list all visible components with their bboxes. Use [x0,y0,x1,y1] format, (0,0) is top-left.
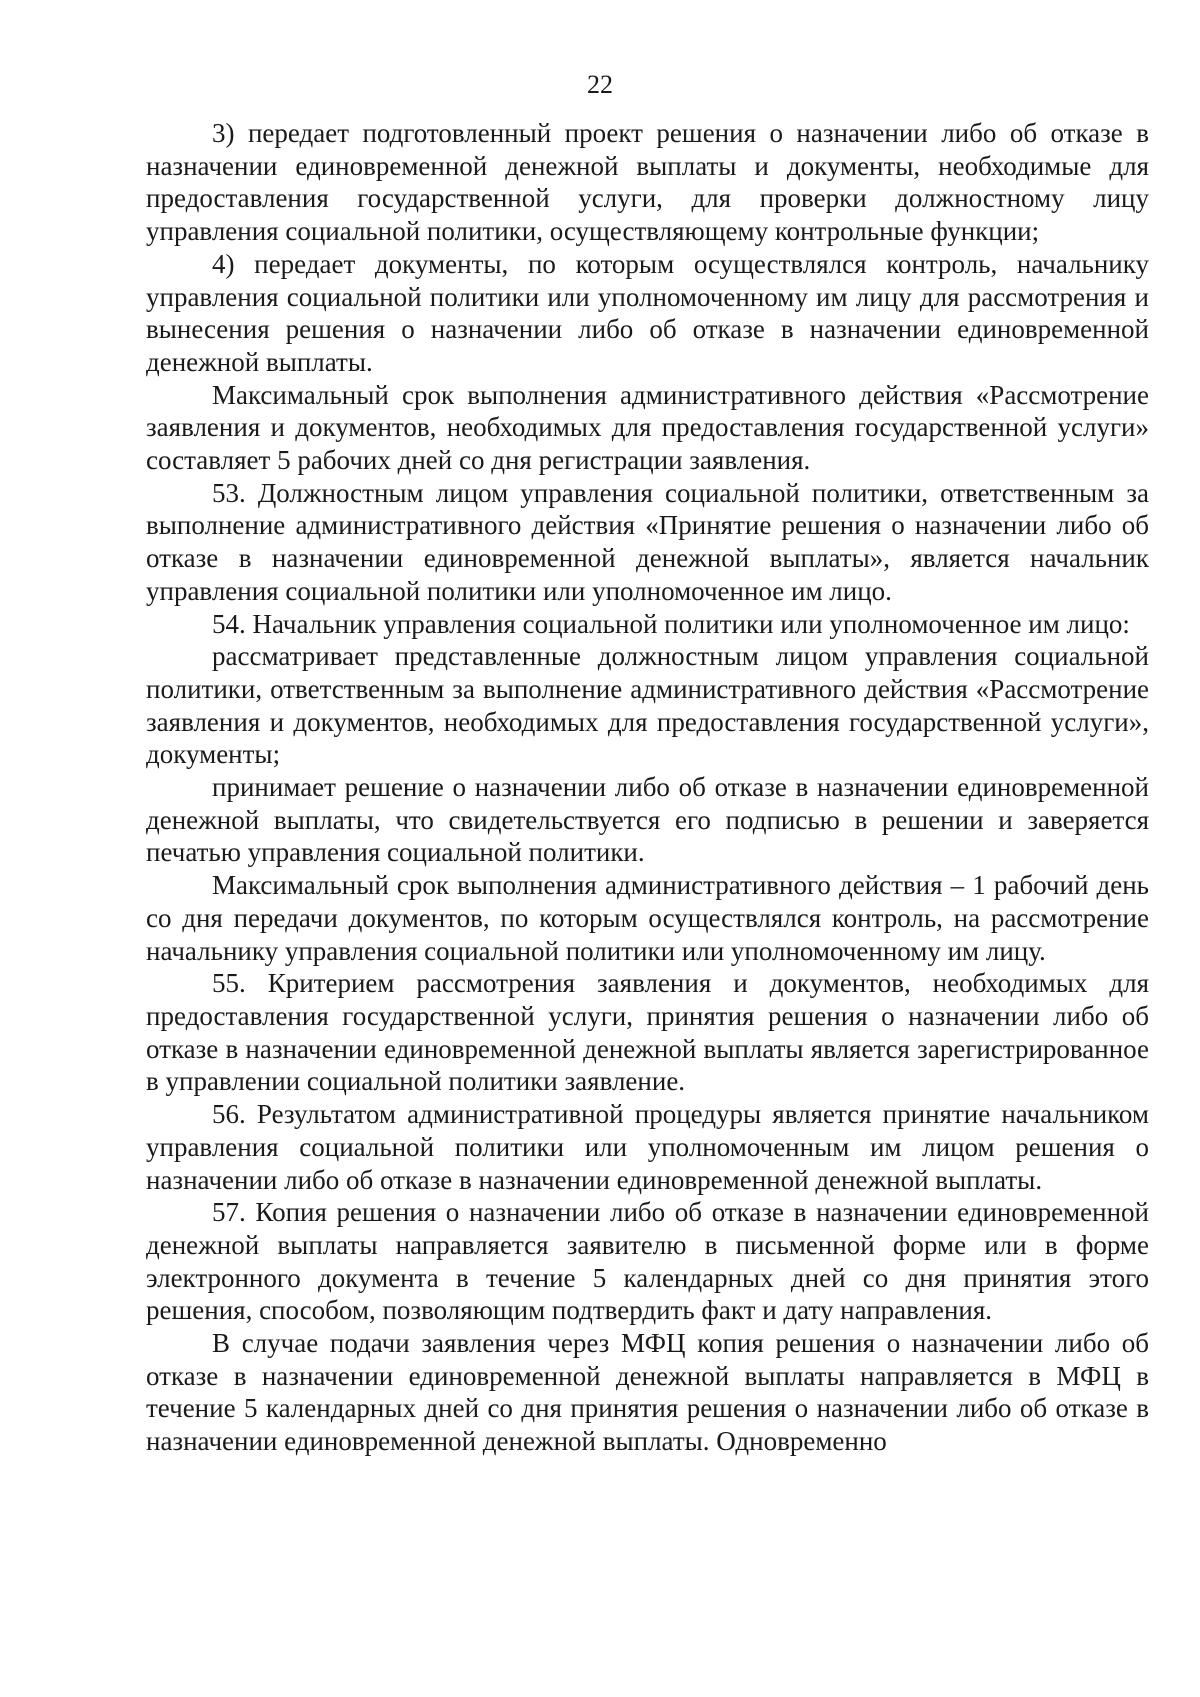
paragraph-54-reviews: рассматривает представленные должностным лицом управления социальной политики, ответственным за выполнение административного действия «Рассмотрение заявления и документов, необходимых для предоставления государственной услуги», документы; [146,641,1149,770]
paragraph-item-3: 3) передает подготовленный проект решения о назначении либо об отказе в назначении единовременной денежной выплаты и документы, необходимые для предоставления государственной услуги, для проверки должностному лицу управления социальной политики, осуществляющему контрольные функции; [146,118,1149,247]
paragraph-53: 53. Должностным лицом управления социальной политики, ответственным за выполнение административного действия «Принятие решения о назначении либо об отказе в назначении единовременной денежной выплаты», является начальник управления социальной политики или уполномоченное им лицо. [146,477,1149,606]
document-body [146,117,1149,1458]
paragraph-54-decides: принимает решение о назначении либо об отказе в назначении единовременной денежной выплаты, что свидетельствуется его подписью в решении и заверяется печатью управления социальной политики. [146,772,1149,868]
paragraph-max-term-decision: Максимальный срок выполнения административного действия – 1 рабочий день со дня передачи документов, по которым осуществлялся контроль, на рассмотрение начальнику управления социальной политики или уполномоченному им лицу. [146,870,1149,966]
paragraph-mfc: В случае подачи заявления через МФЦ копия решения о назначении либо об отказе в назначении единовременной денежной выплаты направляется в МФЦ в течение 5 календарных дней со дня принятия решения о назначении либо об отказе в назначении единовременной денежной выплаты. Одновременно [146,1328,1149,1457]
paragraph-54: 54. Начальник управления социальной политики или уполномоченное им лицо: [212,608,1130,639]
paragraph-55: 55. Критерием рассмотрения заявления и документов, необходимых для предоставления государственной услуги, принятия решения о назначении либо об отказе в назначении единовременной денежной выплаты является зарегистрированное в управлении социальной политики заявление. [146,968,1149,1097]
paragraph-item-4: 4) передает документы, по которым осуществлялся контроль, начальнику управления социальной политики или уполномоченному им лицу для рассмотрения и вынесения решения о назначении либо об отказе в назначении единовременной денежной выплаты. [146,248,1149,377]
paragraph-57: 57. Копия решения о назначении либо об отказе в назначении единовременной денежной выплаты направляется заявителю в письменной форме или в форме электронного документа в течение 5 календарных дней со дня принятия этого решения, способом, позволяющим подтвердить факт и дату направления. [146,1197,1149,1326]
paragraph-max-term-review: Максимальный срок выполнения административного действия «Рассмотрение заявления и документов, необходимых для предоставления государственной услуги» составляет 5 рабочих дней со дня регистрации заявления. [146,379,1149,476]
page-number: 22 [587,70,613,99]
paragraph-56: 56. Результатом административной процедуры является принятие начальником управления социальной политики или уполномоченным им лицом решения о назначении либо об отказе в назначении единовременной денежной выплаты. [146,1099,1149,1195]
